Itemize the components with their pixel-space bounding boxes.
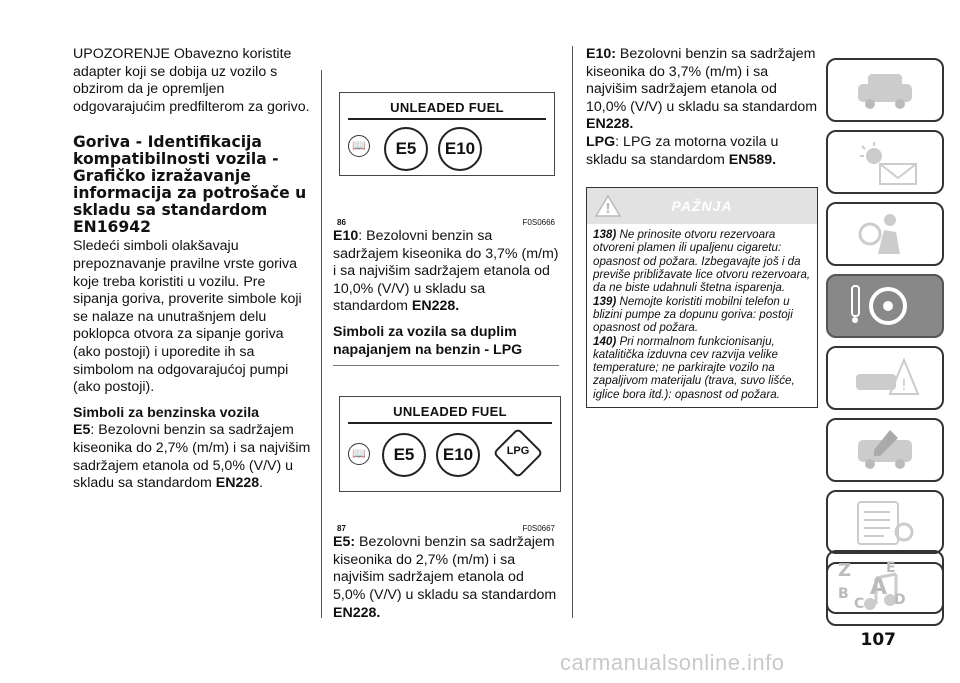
svg-text:!: ! — [605, 202, 611, 218]
figure-87 — [333, 396, 559, 534]
tab-specifications[interactable] — [826, 490, 944, 554]
intro-paragraph: UPOZORENJE Obavezno koristite adapter koji se dobija uz vozilo s obzirom da je opremljen odgovarajućim predfilterom za gorivo. — [73, 46, 310, 115]
warning-item-138 — [593, 228, 811, 294]
tab-maintenance[interactable] — [826, 418, 944, 482]
e10-definition — [333, 228, 559, 316]
svg-text:!: ! — [900, 375, 908, 394]
e5-definition — [73, 422, 311, 492]
e10-standard: EN228. — [411, 298, 460, 315]
warning-title: PAŽNJA — [671, 198, 733, 215]
e10-label: E10: — [586, 46, 616, 62]
warning-text: Pri normalnom funkcionisanju, katalitička izduvna cev razvija velike temperature; ne parkirajte vozilo na zapaljivom materijalu (trava, suvo lišće, iglice bora itd.): opasnost od požara. — [593, 334, 795, 401]
e5-label: E5 — [73, 422, 91, 439]
warning-item-139 — [593, 295, 811, 335]
subheading-lpg: Simboli za vozila sa duplim napajanjem na benzin - LPG — [333, 323, 523, 358]
e10-label: E10 — [333, 228, 359, 244]
e5-definition-lpg — [333, 534, 559, 622]
lpg-label: LPG — [586, 133, 616, 150]
e5-text: : Bezolovni benzin sa sadržajem kiseonika do 2,7% (m/m) i sa najvišim sadržajem etanola od 5,0% (V/V) u skladu sa standardom — [73, 422, 311, 492]
warning-box — [586, 187, 818, 408]
warning-number: 139) — [593, 294, 617, 308]
warning-item-140 — [593, 335, 811, 401]
page-number: 107 — [860, 630, 896, 650]
figure-code: F0S0667 — [522, 524, 555, 534]
tab-emergency[interactable] — [826, 346, 944, 410]
watermark: carmanualsonline.info — [560, 650, 785, 675]
divider — [333, 365, 559, 366]
tab-steering-key[interactable] — [826, 274, 944, 338]
tab-car-dashboard[interactable] — [826, 58, 944, 122]
book-icon: 📖 — [348, 443, 370, 465]
tab-warning-lights[interactable] — [826, 130, 944, 194]
fuel-label-box-lpg — [339, 396, 561, 492]
svg-text:D: D — [894, 592, 906, 608]
tab-safety[interactable] — [826, 202, 944, 266]
figure-code: F0S0666 — [522, 218, 555, 227]
lpg-standard: EN589. — [728, 151, 777, 168]
e10-circle: E10 — [436, 433, 480, 477]
warning-number: 140) — [593, 334, 617, 348]
section-heading: Goriva - Identifikacija kompatibilnosti vozila - Grafičko izražavanje informacija za potrošače u skladu sa standardom EN16942 — [73, 133, 307, 237]
warning-text: Nemojte koristiti mobilni telefon u blizini pumpe za dopunu goriva: postoji opasnost od požara. — [593, 294, 793, 335]
subheading-gasoline: Simboli za benzinska vozila — [73, 404, 260, 421]
warning-number: 138) — [593, 228, 617, 242]
e5-circle: E5 — [382, 433, 426, 477]
warning-lights-icon — [850, 138, 920, 188]
e5-standard: EN228 — [215, 475, 260, 492]
svg-text:Z: Z — [838, 560, 852, 581]
column-2 — [333, 92, 559, 622]
lpg-definition — [586, 134, 818, 169]
svg-text:A: A — [870, 575, 888, 600]
steering-key-icon — [850, 282, 920, 332]
lpg-text: : LPG za motorna vozila u skladu sa standardom — [586, 133, 779, 168]
warning-header — [587, 188, 817, 224]
car-dashboard-icon — [850, 66, 920, 116]
safety-airbag-icon — [850, 210, 920, 260]
warning-body — [587, 224, 817, 407]
e10-circle: E10 — [438, 127, 482, 171]
fuel-label-title: UNLEADED FUEL — [390, 100, 504, 115]
e5-text: Bezolovni benzin sa sadržajem kiseonika do 2,7% (m/m) i sa najvišim sadržajem etanola od 5,0% (V/V) u skladu sa standardom — [333, 534, 557, 603]
column-separator-right — [572, 46, 573, 618]
fuel-label-title: UNLEADED FUEL — [393, 404, 507, 420]
e10-text: : Bezolovni benzin sa sadržajem kiseonika do 3,7% (m/m) i sa najvišim sadržajem etanola od 10,0% (V/V) u skladu sa standardom — [333, 228, 559, 315]
e5-label: E5: — [333, 534, 356, 551]
fuel-label-bar — [348, 422, 552, 424]
e5-standard: EN228. — [333, 604, 381, 621]
emergency-icon — [850, 354, 920, 404]
e10-standard: EN228. — [586, 116, 634, 133]
fuel-label-box — [339, 92, 555, 176]
specifications-icon — [850, 498, 920, 548]
fuel-label-bar — [348, 118, 546, 120]
index-icon — [834, 554, 924, 610]
figure-number: 87 — [337, 524, 346, 534]
svg-text:B: B — [838, 586, 849, 602]
svg-text:E: E — [886, 560, 896, 576]
column-separator-left — [321, 70, 322, 618]
book-icon: 📖 — [348, 135, 370, 157]
e10-definition — [586, 46, 818, 134]
column-3 — [586, 46, 818, 408]
figure-number: 86 — [337, 218, 346, 227]
figure-86 — [333, 92, 559, 227]
column-1 — [73, 46, 311, 493]
e10-text: Bezolovni benzin sa sadržajem kiseonika do 3,7% (m/m) i sa najvišim sadržajem etanola od 10,0% (V/V) u skladu sa standardom — [586, 46, 818, 115]
e5-circle: E5 — [384, 127, 428, 171]
warning-text: Ne prinosite otvoru rezervoara otvoreni plamen ili upaljenu cigaretu: opasnost od požara. Izbegavajte još i da previše približavate lice otvoru rezervoara, da ne biste udahnuli štetna isparenja. — [593, 228, 811, 295]
svg-text:C: C — [854, 596, 865, 610]
e5-end: . — [259, 475, 264, 492]
tab-index-visible[interactable] — [826, 550, 944, 614]
lpg-label: LPG — [506, 445, 530, 458]
maintenance-icon — [850, 426, 920, 476]
body-paragraph: Sledeći simboli olakšavaju prepoznavanje pravilne vrste goriva koje treba koristiti u vozilu. Pre sipanja goriva, proverite simbole koji se nalaze na unutrašnjem delu poklopca otvora za sipanje goriva (ako postoji) i uporedite ih sa simbolom na odgovarajućoj pumpi (ako postoji). — [73, 238, 302, 396]
